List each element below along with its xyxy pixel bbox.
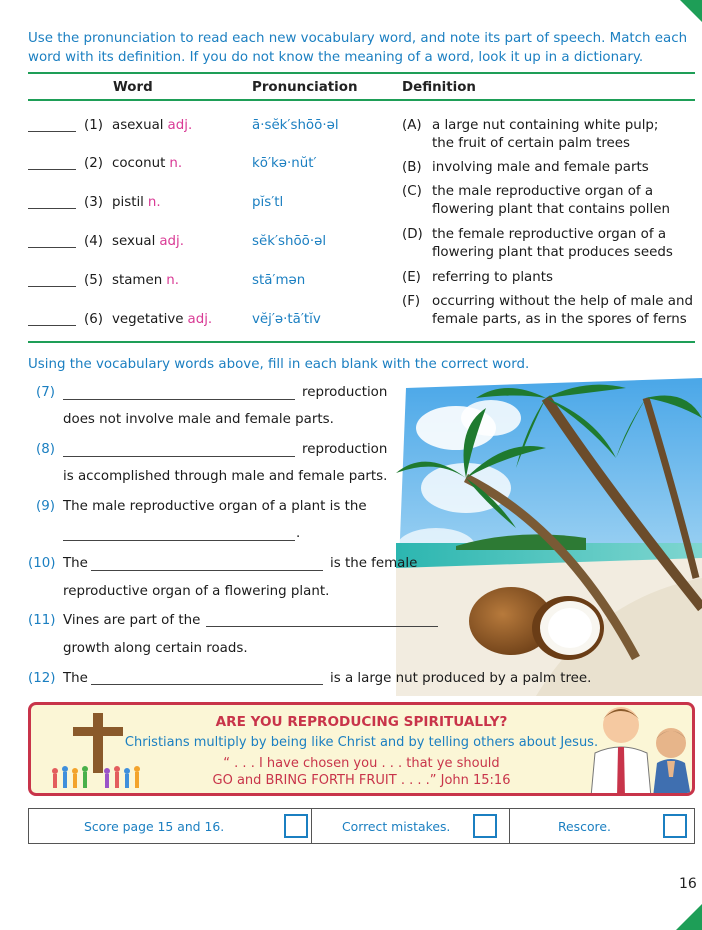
- definition-letter: (F): [402, 294, 421, 309]
- vocab-number: (5): [84, 273, 103, 288]
- sentence-text: growth along certain roads.: [63, 641, 248, 656]
- divider-middle: [28, 341, 695, 343]
- sentence-text: does not involve male and female parts.: [63, 412, 334, 427]
- answer-blank[interactable]: [28, 325, 76, 326]
- sentence-text: The: [63, 671, 88, 686]
- vocab-pronunciation: ā·sĕk′shōō·əl: [252, 118, 339, 133]
- answer-blank[interactable]: [28, 169, 76, 170]
- vocab-number: (2): [84, 156, 103, 171]
- header-word: Word: [113, 80, 153, 95]
- part-of-speech: n.: [166, 273, 179, 288]
- banner-quote-line-2: GO and BRING FORTH FRUIT . . . .” John 15:16: [212, 773, 511, 788]
- sentence-number: (12): [28, 671, 56, 686]
- sentence-number: (10): [28, 556, 56, 571]
- answer-blank[interactable]: [63, 456, 295, 457]
- score-cell: [29, 809, 311, 843]
- sentence-text: The: [63, 556, 88, 571]
- sentence-text: is a large nut produced by a palm tree.: [330, 671, 592, 686]
- answer-blank[interactable]: [206, 626, 438, 627]
- definition-letter: (B): [402, 160, 422, 175]
- rescore-cell: [510, 809, 694, 843]
- answer-blank[interactable]: [28, 247, 76, 248]
- vocab-number: (3): [84, 195, 103, 210]
- banner-subtitle: Christians multiply by being like Christ and by telling others about Jesus.: [124, 735, 599, 750]
- spiritual-banner: [28, 702, 695, 796]
- sentence-text: is the female: [330, 556, 418, 571]
- vocab-pronunciation: vĕj′ə·tā′tĭv: [252, 312, 321, 327]
- section-instruction: Using the vocabulary words above, fill in each blank with the correct word.: [28, 357, 530, 372]
- header-pronunciation: Pronunciation: [252, 80, 358, 95]
- vocab-pronunciation: pĭs′tl: [252, 195, 284, 210]
- part-of-speech: n.: [147, 195, 161, 210]
- sentence-text: reproduction: [302, 385, 388, 400]
- sentence-end: .: [296, 526, 301, 541]
- beach-palm-illustration: [396, 378, 702, 696]
- answer-blank[interactable]: [63, 540, 295, 541]
- vocab-word: stamen n.: [112, 273, 179, 288]
- page-number: 16: [679, 876, 697, 892]
- score-box: [28, 808, 695, 844]
- vocab-pronunciation: sĕk′shōō·əl: [252, 234, 327, 249]
- instructions-line-2: word with its definition. If you do not know the meaning of a word, look it up in a dictionary.: [28, 50, 644, 65]
- rescore-checkbox[interactable]: [663, 814, 687, 838]
- divider-top: [28, 72, 695, 74]
- sentence-number: (11): [28, 613, 56, 628]
- vocab-word: pistil n.: [112, 195, 161, 210]
- sentence-number: (7): [36, 385, 55, 400]
- correct-label: Correct mistakes.: [342, 819, 451, 834]
- score-label: Score page 15 and 16.: [84, 819, 225, 834]
- header-definition: Definition: [402, 80, 476, 95]
- correct-checkbox[interactable]: [473, 814, 497, 838]
- vocab-number: (1): [84, 118, 103, 133]
- answer-blank[interactable]: [28, 131, 76, 132]
- instructions-line-1: Use the pronunciation to read each new vocabulary word, and note its part of speech. Match each: [28, 31, 688, 46]
- praying-boys-illustration: [581, 702, 695, 796]
- correct-cell: [312, 809, 509, 843]
- banner-quote-line-1: “ . . . I have chosen you . . . that ye should: [223, 756, 500, 771]
- answer-blank[interactable]: [91, 570, 323, 571]
- vocab-number: (6): [84, 312, 103, 327]
- divider-header: [28, 99, 695, 101]
- vocab-word: asexual adj.: [112, 118, 193, 133]
- vocab-pronunciation: kō′kə·nŭt′: [252, 156, 317, 171]
- vocab-number: (4): [84, 234, 103, 249]
- corner-decoration-bottom: [676, 904, 702, 930]
- rescore-label: Rescore.: [558, 819, 611, 834]
- sentence-text: is accomplished through male and female parts.: [63, 469, 388, 484]
- sentence-text: Vines are part of the: [63, 613, 201, 628]
- vocab-pronunciation: stā′mən: [252, 273, 306, 288]
- answer-blank[interactable]: [63, 399, 295, 400]
- part-of-speech: adj.: [187, 312, 213, 327]
- banner-title: ARE YOU REPRODUCING SPIRITUALLY?: [215, 714, 508, 730]
- part-of-speech: n.: [169, 156, 183, 171]
- definition-letter: (C): [402, 184, 422, 199]
- sentence-number: (8): [36, 442, 55, 457]
- answer-blank[interactable]: [28, 208, 76, 209]
- vocab-word: vegetative adj.: [112, 312, 213, 327]
- part-of-speech: adj.: [167, 118, 193, 133]
- sentence-text: The male reproductive organ of a plant is the: [63, 499, 367, 514]
- part-of-speech: adj.: [159, 234, 185, 249]
- corner-decoration-top: [680, 0, 702, 22]
- answer-blank[interactable]: [91, 684, 323, 685]
- sentence-number: (9): [36, 499, 55, 514]
- score-checkbox[interactable]: [284, 814, 308, 838]
- sentence-text: reproductive organ of a flowering plant.: [63, 584, 330, 599]
- vocab-word: sexual adj.: [112, 234, 185, 249]
- definition-letter: (E): [402, 270, 421, 285]
- answer-blank[interactable]: [28, 286, 76, 287]
- definition-letter: (A): [402, 118, 422, 133]
- vocab-word: coconut n.: [112, 156, 183, 171]
- sentence-text: reproduction: [302, 442, 388, 457]
- definition-letter: (D): [402, 227, 423, 242]
- instructions: [28, 29, 688, 67]
